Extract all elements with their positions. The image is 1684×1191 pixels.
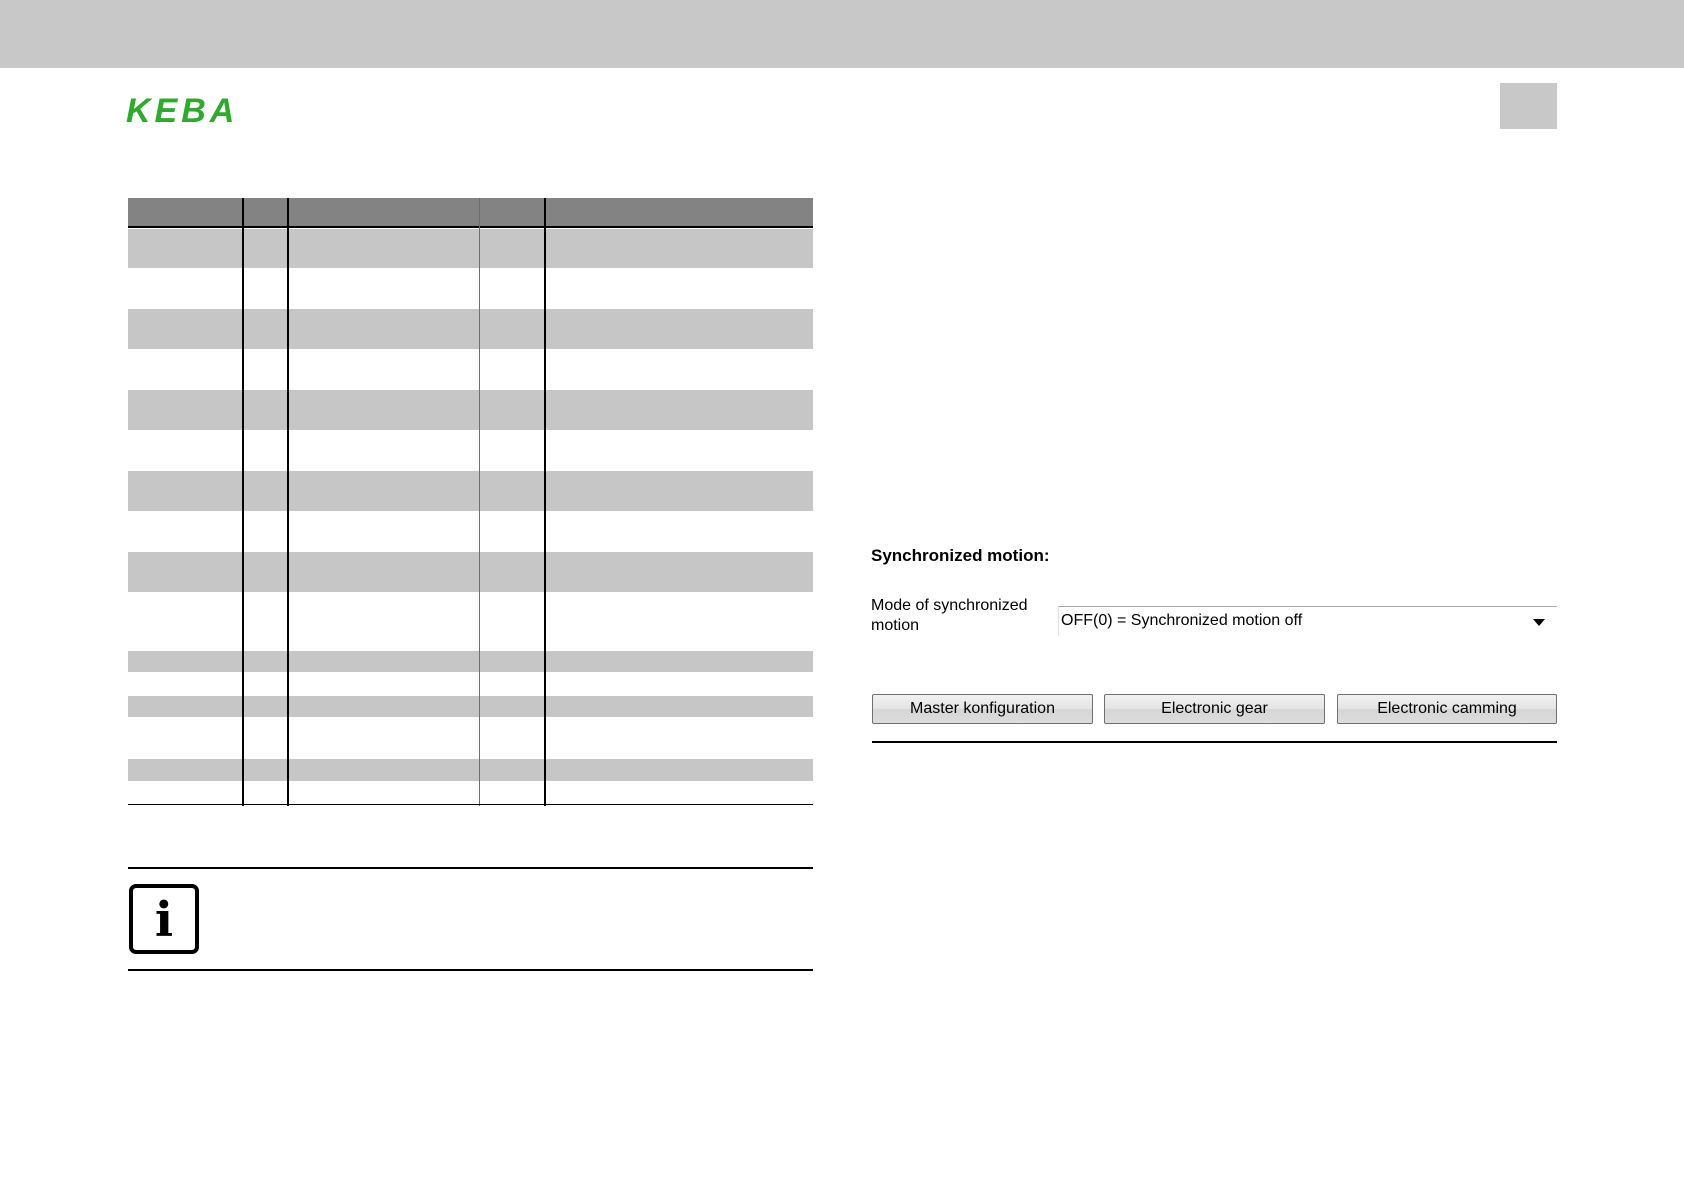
parameter-table	[128, 198, 813, 806]
table-row	[128, 229, 813, 268]
table-row	[128, 471, 813, 511]
table-row	[128, 552, 813, 592]
table-row	[128, 592, 813, 651]
table-row	[128, 309, 813, 349]
svg-text:KEBA: KEBA	[126, 92, 239, 126]
electronic-camming-button[interactable]: Electronic camming	[1337, 694, 1557, 724]
column-divider	[287, 198, 289, 806]
table-row	[128, 651, 813, 672]
panel-bottom-rule	[872, 741, 1557, 743]
table-row	[128, 268, 813, 309]
table-row	[128, 696, 813, 717]
table-row	[128, 781, 813, 804]
table-bottom-rule	[128, 804, 813, 805]
table-row	[128, 717, 813, 759]
mode-label: Mode of synchronized motion	[871, 597, 1028, 634]
column-divider	[544, 198, 546, 806]
mode-dropdown-value: OFF(0) = Synchronized motion off	[1061, 612, 1303, 629]
electronic-gear-button[interactable]: Electronic gear	[1104, 694, 1325, 724]
table-row	[128, 430, 813, 471]
page-header-bar	[0, 0, 1684, 68]
info-box-top-rule	[128, 867, 813, 869]
table-header	[128, 198, 813, 228]
table-row	[128, 759, 813, 781]
keba-logo	[126, 92, 266, 126]
master-configuration-button[interactable]: Master konfiguration	[872, 694, 1093, 724]
table-row	[128, 349, 813, 390]
chevron-down-icon[interactable]	[1533, 619, 1545, 626]
mode-dropdown[interactable]	[1058, 606, 1557, 636]
column-divider	[242, 198, 244, 806]
info-icon	[129, 884, 199, 954]
column-divider	[479, 198, 480, 806]
sync-motion-title: Synchronized motion:	[871, 546, 1050, 565]
info-box-bottom-rule	[128, 969, 813, 971]
table-row	[128, 390, 813, 430]
table-row	[128, 672, 813, 696]
page-number-box	[1500, 83, 1557, 129]
table-row	[128, 511, 813, 552]
info-glyph: i	[154, 892, 174, 948]
